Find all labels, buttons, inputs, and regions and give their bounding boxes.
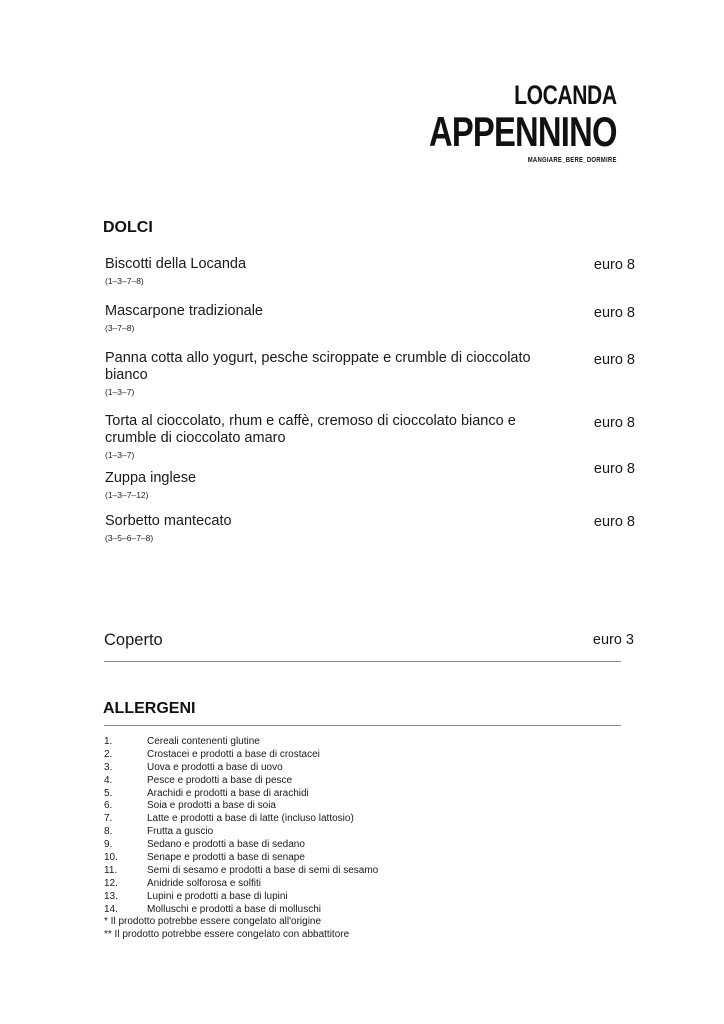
menu-item (105, 256, 635, 287)
allergen-row (104, 749, 378, 762)
allergen-row (104, 878, 378, 891)
allergen-row (104, 736, 378, 749)
item-price: euro 8 (593, 461, 635, 477)
allergen-number: 3. (104, 761, 113, 773)
allergen-text: Arachidi e prodotti a base di arachidi (147, 787, 309, 799)
allergen-number: 12. (104, 877, 118, 889)
allergen-number: 9. (104, 839, 113, 851)
allergen-row (104, 788, 378, 801)
blast-chilled-note: ** Il prodotto potrebbe essere congelato con abbattitore (104, 929, 350, 941)
allergen-text: Cereali contenenti glutine (147, 736, 260, 747)
allergeni-title: ALLERGENI (103, 700, 196, 717)
allergen-number: 4. (104, 774, 113, 786)
allergen-number: 6. (104, 800, 113, 812)
allergen-row (104, 826, 378, 839)
allergen-text: Crostacei e prodotti a base di crostacei (147, 748, 320, 760)
allergen-row (104, 904, 378, 917)
allergen-text: Uova e prodotti a base di uovo (147, 761, 283, 773)
item-allergens: (1–3–7–12) (105, 490, 149, 500)
item-price: euro 8 (593, 305, 635, 321)
allergen-row (104, 800, 378, 813)
allergen-text: Semi di sesamo e prodotti a base di semi di sesamo (147, 864, 379, 876)
menu-item (105, 350, 635, 398)
menu-item (105, 513, 635, 544)
item-allergens: (3–5–6–7–8) (105, 533, 154, 543)
item-name: Panna cotta allo yogurt, pesche sciroppate e crumble di cioccolato bianco (105, 350, 531, 383)
item-name: Sorbetto mantecato (105, 513, 232, 529)
allergen-text: Sedano e prodotti a base di sedano (147, 839, 305, 851)
item-allergens: (3–7–8) (105, 323, 135, 333)
allergen-number: 10. (104, 852, 118, 864)
allergen-row (104, 865, 378, 878)
allergen-row (104, 762, 378, 775)
allergen-number: 11. (104, 864, 118, 876)
item-price: euro 8 (593, 352, 635, 368)
allergen-number: 14. (104, 903, 118, 915)
item-allergens: (1–3–7) (105, 387, 135, 397)
dolci-title: DOLCI (103, 219, 153, 236)
coperto-price: euro 3 (592, 632, 634, 648)
allergen-number: 13. (104, 890, 118, 902)
allergen-text: Latte e prodotti a base di latte (incluso lattosio) (147, 813, 354, 825)
allergen-text: Pesce e prodotti a base di pesce (147, 774, 293, 786)
allergen-text: Senape e prodotti a base di senape (147, 852, 305, 864)
item-name: Torta al cioccolato, rhum e caffè, cremoso di cioccolato bianco e crumble di cioccolato amaro (105, 413, 516, 446)
item-price: euro 8 (593, 257, 635, 273)
logo-line-appennino: APPENNINO (429, 108, 617, 155)
item-name: Biscotti della Locanda (105, 256, 247, 272)
allergen-number: 5. (104, 787, 113, 799)
item-name: Mascarpone tradizionale (105, 303, 263, 319)
frozen-note: * Il prodotto potrebbe essere congelato all'origine (104, 916, 322, 928)
allergen-text: Molluschi e prodotti a base di molluschi (147, 903, 321, 915)
allergen-row (104, 839, 378, 852)
allergen-text: Soia e prodotti a base di soia (147, 800, 276, 812)
coperto-divider (104, 661, 621, 662)
allergen-row (104, 852, 378, 865)
restaurant-logo (376, 80, 617, 164)
coperto-label: Coperto (104, 631, 163, 649)
allergen-text: Frutta a guscio (147, 826, 214, 838)
menu-item (105, 470, 635, 501)
item-allergens: (1–3–7–8) (105, 276, 144, 286)
allergen-text: Lupini e prodotti a base di lupini (147, 890, 288, 902)
menu-item (105, 413, 635, 461)
allergen-number: 8. (104, 826, 113, 838)
logo-tagline: MANGIARE_BERE_DORMIRE (528, 157, 617, 164)
item-allergens: (1–3–7) (105, 450, 135, 460)
menu-item (105, 303, 635, 334)
allergen-list (104, 736, 378, 942)
allergen-row (104, 891, 378, 904)
allergen-text: Anidride solforosa e solfiti (147, 877, 261, 889)
allergen-number: 1. (104, 736, 113, 747)
allergen-row (104, 775, 378, 788)
item-price: euro 8 (593, 415, 635, 431)
allergen-row (104, 813, 378, 826)
allergen-number: 2. (104, 748, 113, 760)
item-price: euro 8 (593, 514, 635, 530)
logo-line-locanda: LOCANDA (514, 80, 617, 110)
item-name: Zuppa inglese (105, 470, 197, 486)
allergen-number: 7. (104, 813, 113, 825)
allergeni-divider (104, 725, 621, 726)
